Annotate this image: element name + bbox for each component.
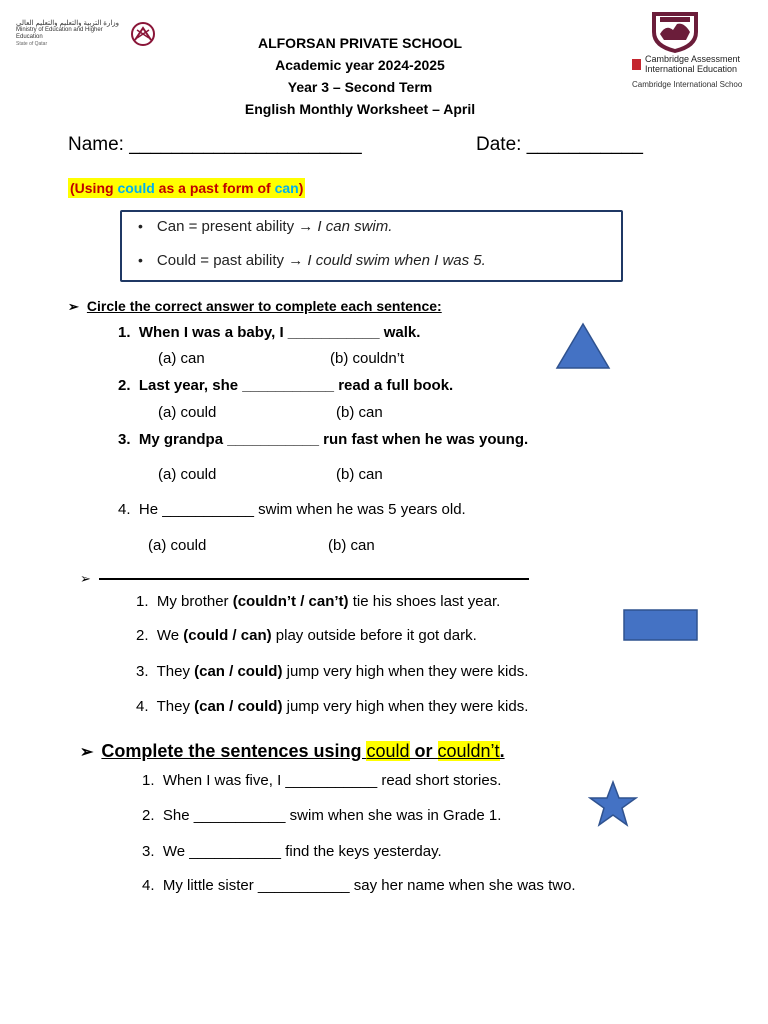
cambridge-assessment-text: Cambridge Assessment	[645, 54, 741, 64]
worksheet-header	[160, 32, 560, 120]
arrow-bullet-icon: ➢	[68, 299, 79, 314]
s1-q4-option-b[interactable]: (b) can	[328, 537, 375, 554]
question-number: 3.	[142, 843, 155, 860]
s1-question-2	[118, 377, 453, 394]
arrow-bullet-icon: ➢	[80, 571, 91, 586]
question-number: 2.	[118, 377, 131, 394]
ministry-logo-arabic: وزارة التربية والتعليم والتعليم العالي	[16, 20, 120, 27]
question-number: 2.	[136, 627, 149, 644]
question-number: 4.	[142, 877, 155, 894]
s1-q2-option-a[interactable]: (a) could	[158, 404, 217, 421]
s1-question-4	[118, 501, 466, 518]
cambridge-education-text: International Education	[645, 64, 738, 74]
s1-question-3	[118, 431, 528, 448]
triangle-shape-icon	[555, 322, 611, 370]
section1-title	[68, 298, 442, 315]
choice-text[interactable]: (could / can)	[183, 627, 272, 644]
question-text: Last year, she ___________ read a full book.	[138, 377, 454, 394]
ministry-logo-english: Ministry of Education and Higher Education	[16, 27, 103, 40]
rule-line-could-example: I could swim when I was 5.	[307, 252, 486, 269]
s2-question-2	[136, 627, 477, 644]
rectangle-shape-icon	[623, 609, 699, 641]
cambridge-school-text: Cambridge International Schoo	[632, 80, 743, 89]
question-text: My grandpa ___________ run fast when he was young.	[138, 431, 529, 448]
date-field[interactable]: Date: ___________	[476, 134, 643, 155]
ministry-logo-text	[16, 20, 128, 48]
question-number: 1.	[136, 593, 149, 610]
star-shape-icon	[588, 780, 638, 828]
name-field[interactable]: Name: ______________________	[68, 134, 362, 155]
s3-question-4	[142, 877, 576, 894]
rule-line-could	[138, 252, 486, 269]
section3-title-text	[101, 741, 504, 761]
rule-line-can	[138, 218, 392, 235]
s1-q3-option-b[interactable]: (b) can	[336, 466, 383, 483]
s2-question-3	[136, 663, 528, 680]
question-text: When I was a baby, I ___________ walk.	[138, 324, 421, 341]
question-number: 2.	[142, 807, 155, 824]
ministry-logo	[16, 18, 162, 52]
question-text-before: My brother	[156, 593, 233, 610]
question-text: She ___________ swim when she was in Grade 1.	[162, 807, 502, 824]
school-crest-icon	[646, 10, 704, 54]
question-number: 4.	[136, 698, 149, 715]
s1-question-1	[118, 324, 420, 341]
question-text: My little sister ___________ say her name when she was two.	[162, 877, 576, 894]
section3-title-suffix: .	[499, 741, 505, 761]
question-text-after: play outside before it got dark.	[271, 627, 477, 644]
s3-question-3	[142, 843, 442, 860]
academic-year: Academic year 2024-2025	[275, 57, 445, 73]
question-text-after: jump very high when they were kids.	[282, 663, 529, 680]
section2-title-line	[99, 577, 529, 580]
question-number: 4.	[118, 501, 131, 518]
rule-heading-could: could	[117, 180, 155, 196]
arrow-bullet-icon: ➢	[80, 744, 94, 761]
s1-q2-option-b[interactable]: (b) can	[336, 404, 383, 421]
s2-question-1	[136, 593, 500, 610]
rule-heading-suffix: )	[298, 180, 304, 196]
section3-title-prefix: Complete the sentences using	[101, 741, 367, 761]
rule-heading-middle: as a past form of	[154, 180, 275, 196]
section3-title-or: or	[409, 741, 438, 761]
cambridge-logo	[632, 54, 742, 90]
question-text: We ___________ find the keys yesterday.	[162, 843, 442, 860]
question-text-after: tie his shoes last year.	[348, 593, 501, 610]
qatar-emblem-icon	[128, 20, 158, 48]
section2-title	[80, 570, 529, 588]
worksheet-title: English Monthly Worksheet – April	[244, 101, 476, 117]
question-text-before: They	[156, 698, 195, 715]
s3-question-2	[142, 807, 501, 824]
question-number: 1.	[142, 772, 155, 789]
question-text-before: We	[156, 627, 184, 644]
rule-box	[120, 210, 623, 282]
rule-heading-prefix: (Using	[70, 180, 118, 196]
rule-heading	[68, 178, 305, 198]
choice-text[interactable]: (couldn’t / can’t)	[232, 593, 349, 610]
s1-q1-option-a[interactable]: (a) can	[158, 350, 205, 367]
year-term: Year 3 – Second Term	[287, 79, 433, 95]
section3-title	[80, 741, 505, 762]
bullet-icon: •	[138, 218, 143, 234]
question-text: He ___________ swim when he was 5 years old.	[138, 501, 466, 518]
s1-q1-option-b[interactable]: (b) couldn’t	[330, 350, 405, 367]
question-text: When I was five, I ___________ read short stories.	[162, 772, 502, 789]
section3-title-could: could	[366, 741, 410, 761]
question-number: 3.	[136, 663, 149, 680]
rule-heading-can: can	[274, 180, 299, 196]
question-text-after: jump very high when they were kids.	[282, 698, 529, 715]
school-name: ALFORSAN PRIVATE SCHOOL	[257, 35, 463, 51]
s2-question-4	[136, 698, 528, 715]
s3-question-1	[142, 772, 501, 789]
s1-q4-option-a[interactable]: (a) could	[148, 537, 207, 554]
rule-line-can-text: Can = present ability →	[156, 218, 318, 235]
s1-q3-option-a[interactable]: (a) could	[158, 466, 217, 483]
choice-text[interactable]: (can / could)	[194, 663, 283, 680]
bullet-icon: •	[138, 252, 143, 268]
rule-line-could-text: Could = past ability →	[156, 252, 308, 269]
ministry-logo-state: State of Qatar	[16, 41, 48, 47]
rule-line-can-example: I can swim.	[317, 218, 393, 235]
section3-title-couldnt: couldn’t	[437, 741, 500, 761]
question-number: 1.	[118, 324, 131, 341]
section1-title-text: Circle the correct answer to complete each sentence:	[86, 298, 442, 314]
choice-text[interactable]: (can / could)	[194, 698, 283, 715]
question-number: 3.	[118, 431, 131, 448]
question-text-before: They	[156, 663, 195, 680]
cambridge-shield-icon	[632, 59, 641, 70]
